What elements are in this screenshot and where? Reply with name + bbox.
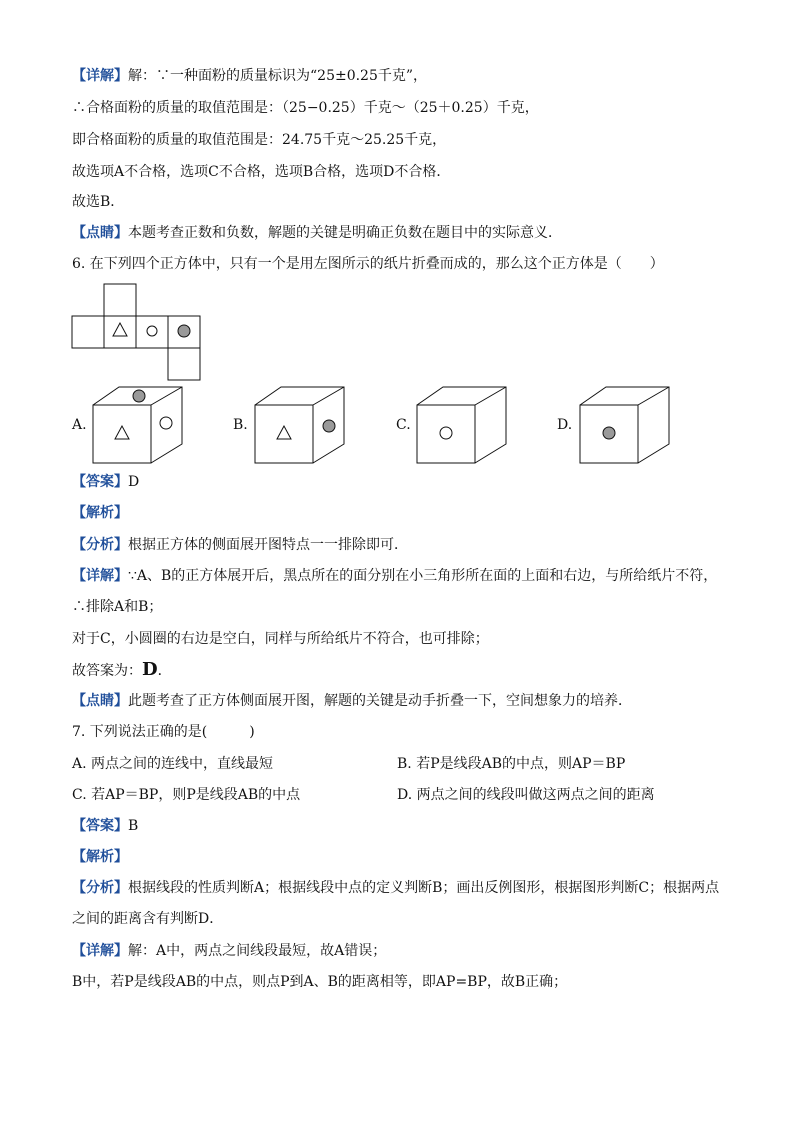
q7-answer	[72, 816, 138, 836]
cube-option-c	[416, 386, 508, 464]
q6-detail-line4-prefix: 故答案为：	[72, 663, 142, 679]
analysis-tag: 【解析】	[72, 505, 128, 521]
q6-comment	[72, 691, 632, 711]
triangle-icon	[115, 426, 129, 439]
answer-tag: 【答案】	[72, 474, 128, 490]
option-d-label: D.	[557, 417, 573, 433]
net-square-1	[72, 316, 104, 348]
q5-detail-line1	[72, 66, 427, 86]
net-square-2	[104, 316, 136, 348]
q5-detail-line2: ∴合格面粉的质量的取值范围是：（25−0.25）千克～（25＋0.25）千克，	[72, 100, 539, 116]
q6-detail-line3: 对于C，小圆圈的右边是空白，同样与所给纸片不符合，也可排除；	[72, 631, 489, 647]
q6-answer-value: D	[128, 474, 140, 490]
q5-detail-line5: 故选B．	[72, 194, 125, 210]
gray-dot-icon	[603, 427, 615, 439]
q6-detail-text1: ∵A、B的正方体展开后，黑点所在的面分别在小三角形所在面的上面和右边，与所给纸片不符，	[128, 568, 718, 584]
circle-icon	[440, 427, 452, 439]
cube-option-a	[92, 386, 184, 464]
q5-detail-line4: 故选项A不合格，选项C不合格，选项B合格，选项D不合格．	[72, 164, 451, 180]
q7-fenxi-line1	[72, 878, 719, 898]
detail-tag: 【详解】	[72, 943, 128, 959]
option-a-label: A.	[72, 417, 87, 433]
q6-detail-line4	[72, 660, 172, 681]
triangle-icon	[113, 323, 127, 336]
q7-detail-line1	[72, 941, 386, 961]
triangle-icon	[277, 426, 291, 439]
comment-tag: 【点睛】	[72, 693, 128, 709]
cube-option-b	[254, 386, 346, 464]
q7-fenxi-text1: 根据线段的性质判断A；根据线段中点的定义判断B；画出反例图形，根据图形判断C；根据两点	[128, 880, 720, 896]
q6-detail-line2: ∴排除A和B；	[72, 599, 163, 615]
gray-dot-icon	[133, 390, 145, 402]
fenxi-tag: 【分析】	[72, 537, 128, 553]
answer-tag: 【答案】	[72, 818, 128, 834]
net-square-3	[136, 316, 168, 348]
q7-fenxi-line2: 之间的距离含有判断D．	[72, 911, 224, 927]
option-c-label: C.	[396, 417, 411, 433]
q6-comment-text: 此题考查了正方体侧面展开图，解题的关键是动手折叠一下，空间想象力的培养．	[128, 693, 632, 709]
fenxi-tag: 【分析】	[72, 880, 128, 896]
q7-analysis-heading	[72, 847, 128, 867]
q7-option-b: B. 若P是线段AB的中点，则AP＝BP	[397, 756, 626, 772]
q6-detail-line4-answer: D	[142, 659, 158, 680]
net-top-square	[104, 284, 136, 316]
gray-dot-icon	[178, 325, 190, 337]
q6-answer	[72, 472, 139, 492]
q7-answer-value: B	[128, 818, 139, 834]
analysis-tag: 【解析】	[72, 849, 128, 865]
q5-comment-text: 本题考查正数和负数，解题的关键是明确正负数在题目中的实际意义．	[128, 225, 562, 241]
detail-tag: 【详解】	[72, 568, 128, 584]
q5-detail-line3: 即合格面粉的质量的取值范围是：24.75千克～25.25千克，	[72, 132, 447, 148]
q7-detail-text1: 解：A中，两点之间线段最短，故A错误；	[128, 943, 387, 959]
q6-analysis-heading	[72, 503, 128, 523]
q7-option-c: C. 若AP＝BP，则P是线段AB的中点	[72, 787, 301, 803]
circle-icon	[160, 417, 172, 429]
detail-tag: 【详解】	[72, 68, 128, 84]
cube-option-d	[579, 386, 671, 464]
net-bottom-square	[168, 348, 200, 380]
q7-option-d: D. 两点之间的线段叫做这两点之间的距离	[397, 787, 655, 803]
q7-option-a: A. 两点之间的连线中，直线最短	[72, 756, 274, 772]
circle-icon	[147, 326, 157, 336]
q5-detail-text1: 解：∵一种面粉的质量标识为“25±0.25千克”，	[128, 68, 428, 84]
q6-fenxi-text: 根据正方体的侧面展开图特点一一排除即可．	[128, 537, 408, 553]
comment-tag: 【点睛】	[72, 225, 128, 241]
option-b-label: B.	[233, 417, 248, 433]
q6-fenxi	[72, 535, 408, 555]
q6-detail-line1	[72, 566, 717, 586]
gray-dot-icon	[323, 420, 335, 432]
q6-stem: 6. 在下列四个正方体中，只有一个是用左图所示的纸片折叠而成的，那么这个正方体是（ ）	[72, 256, 664, 272]
q7-detail-line2: B中，若P是线段AB的中点，则点P到A、B的距离相等，即AP=BP，故B正确；	[72, 974, 568, 990]
q6-detail-line4-suffix: ．	[157, 663, 172, 679]
q7-stem: 7. 下列说法正确的是( )	[72, 724, 255, 740]
cube-net-figure	[72, 284, 202, 380]
q5-comment	[72, 223, 562, 243]
